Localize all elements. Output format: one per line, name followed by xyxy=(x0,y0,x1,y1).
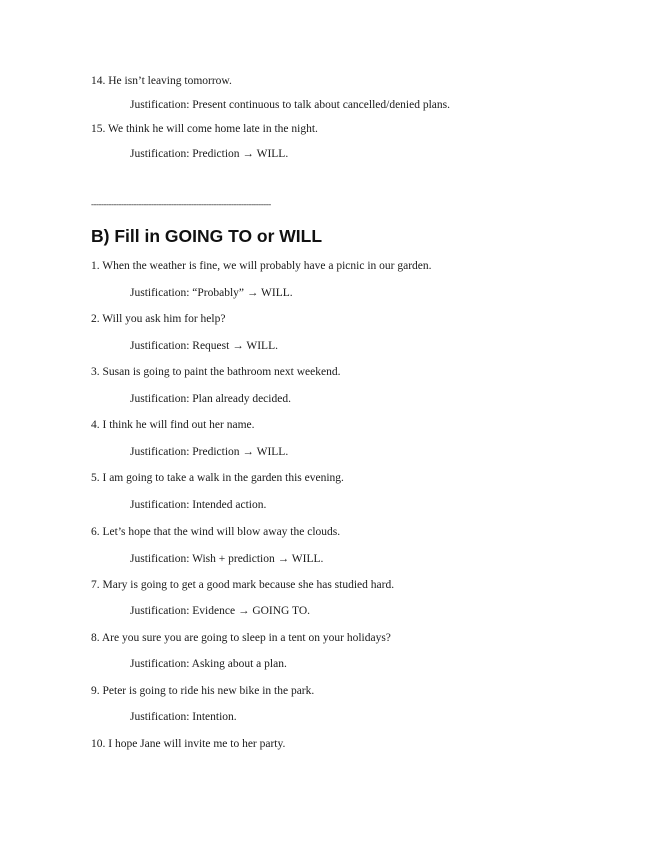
question-4: 4. I think he will find out her name. xyxy=(91,419,255,431)
justification-6: Justification: Wish + prediction → WILL. xyxy=(130,553,324,565)
question-9: 9. Peter is going to ride his new bike in the park. xyxy=(91,685,315,697)
justification-4: Justification: Prediction → WILL. xyxy=(130,446,289,458)
justification-14: Justification: Present continuous to talk about cancelled/denied plans. xyxy=(130,99,451,111)
question-1: 1. When the weather is fine, we will probably have a picnic in our garden. xyxy=(91,260,432,272)
justification-7: Justification: Evidence → GOING TO. xyxy=(130,605,311,617)
question-15: 15. We think he will come home late in the night. xyxy=(91,123,318,135)
question-14: 14. He isn’t leaving tomorrow. xyxy=(91,75,232,87)
question-2: 2. Will you ask him for help? xyxy=(91,313,226,325)
question-3: 3. Susan is going to paint the bathroom next weekend. xyxy=(91,366,341,378)
question-8: 8. Are you sure you are going to sleep in a tent on your holidays? xyxy=(91,632,391,644)
justification-9: Justification: Intention. xyxy=(130,711,237,723)
question-6: 6. Let’s hope that the wind will blow away the clouds. xyxy=(91,526,341,538)
justification-5: Justification: Intended action. xyxy=(130,499,267,511)
question-7: 7. Mary is going to get a good mark because she has studied hard. xyxy=(91,579,395,591)
justification-8: Justification: Asking about a plan. xyxy=(130,658,287,670)
justification-1: Justification: “Probably” → WILL. xyxy=(130,287,293,299)
justification-2: Justification: Request → WILL. xyxy=(130,340,278,352)
question-10: 10. I hope Jane will invite me to her party. xyxy=(91,738,286,750)
section-separator: ------------------------------------------------------------------------ xyxy=(91,199,271,209)
justification-15: Justification: Prediction → WILL. xyxy=(130,148,289,160)
justification-3: Justification: Plan already decided. xyxy=(130,393,291,405)
question-5: 5. I am going to take a walk in the garden this evening. xyxy=(91,472,344,484)
section-b-heading: B) Fill in GOING TO or WILL xyxy=(91,226,323,246)
